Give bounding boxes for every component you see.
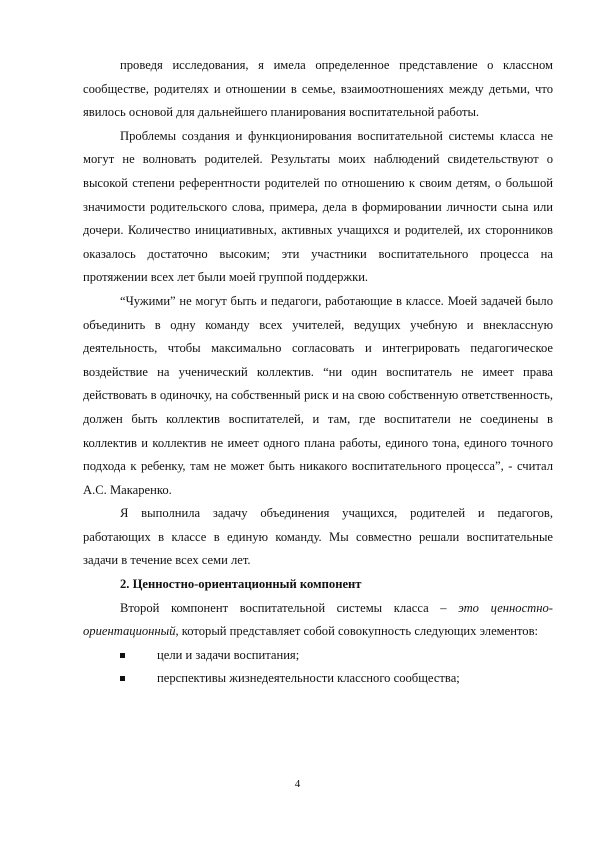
paragraph-intro: проведя исследования, я имела определенное представление о классном сообществе, родителях и отношении в семье, взаимоотношениях между детьми, что явилось основой для дальнейшего планирования воспитательной работы. <box>83 58 553 120</box>
paragraph-team: Я выполнила задачу объединения учащихся, родителей и педагогов, работающих в классе в единую команду. Мы совместно решали воспитательные задачи в течение всех семи лет. <box>83 506 553 568</box>
component-text-after: , который представляет собой совокупность следующих элементов: <box>175 624 539 639</box>
page-body <box>83 54 553 691</box>
bullet-icon <box>120 676 125 681</box>
list-item <box>83 667 553 691</box>
component-emphasis: это ценностно-ориентационный <box>83 600 553 639</box>
paragraph-parents: Проблемы создания и функционирования воспитательной системы класса не могут не волновать родителей. Результаты моих наблюдений свидетельствуют о высокой степени референтности родителей по отношению к своим детям, о большой значимости родительского слова, примера, дела в формировании личности сына или дочери. Количество инициативных, активных учащихся и родителей, их сторонников оказалось достаточно высоким; эти участники воспитательного процесса на протяжении всех лет были моей группой поддержки. <box>83 128 553 285</box>
list-item-text: цели и задачи воспитания; <box>157 647 300 662</box>
component-text-before: Второй компонент воспитательной системы класса – <box>120 600 459 615</box>
list-item-text: перспективы жизнедеятельности классного сообщества; <box>157 671 460 686</box>
list-item <box>83 644 553 668</box>
paragraph-component <box>83 597 553 644</box>
elements-list <box>83 644 553 691</box>
bullet-icon <box>120 653 125 658</box>
paragraph-teachers: “Чужими” не могут быть и педагоги, работающие в классе. Моей задачей было объединить в одну команду всех учителей, ведущих учебную и внеклассную деятельность, чтобы максимально согласовать и интегрировать педагогическое воздействие на ученический коллектив. “ни один воспитатель не имеет права действовать в одиночку, на собственный риск и на свою собственную ответственность, должен быть коллектив воспитателей, и там, где воспитатели не соединены в коллектив и коллектив не имеет одного плана работы, единого тона, единого точного подхода к ребенку, там не может быть никакого воспитательного процесса”, - считал А.С. Макаренко. <box>83 293 553 497</box>
page-number: 4 <box>294 778 301 790</box>
section-heading: 2. Ценностно-ориентационный компонент <box>120 577 362 592</box>
